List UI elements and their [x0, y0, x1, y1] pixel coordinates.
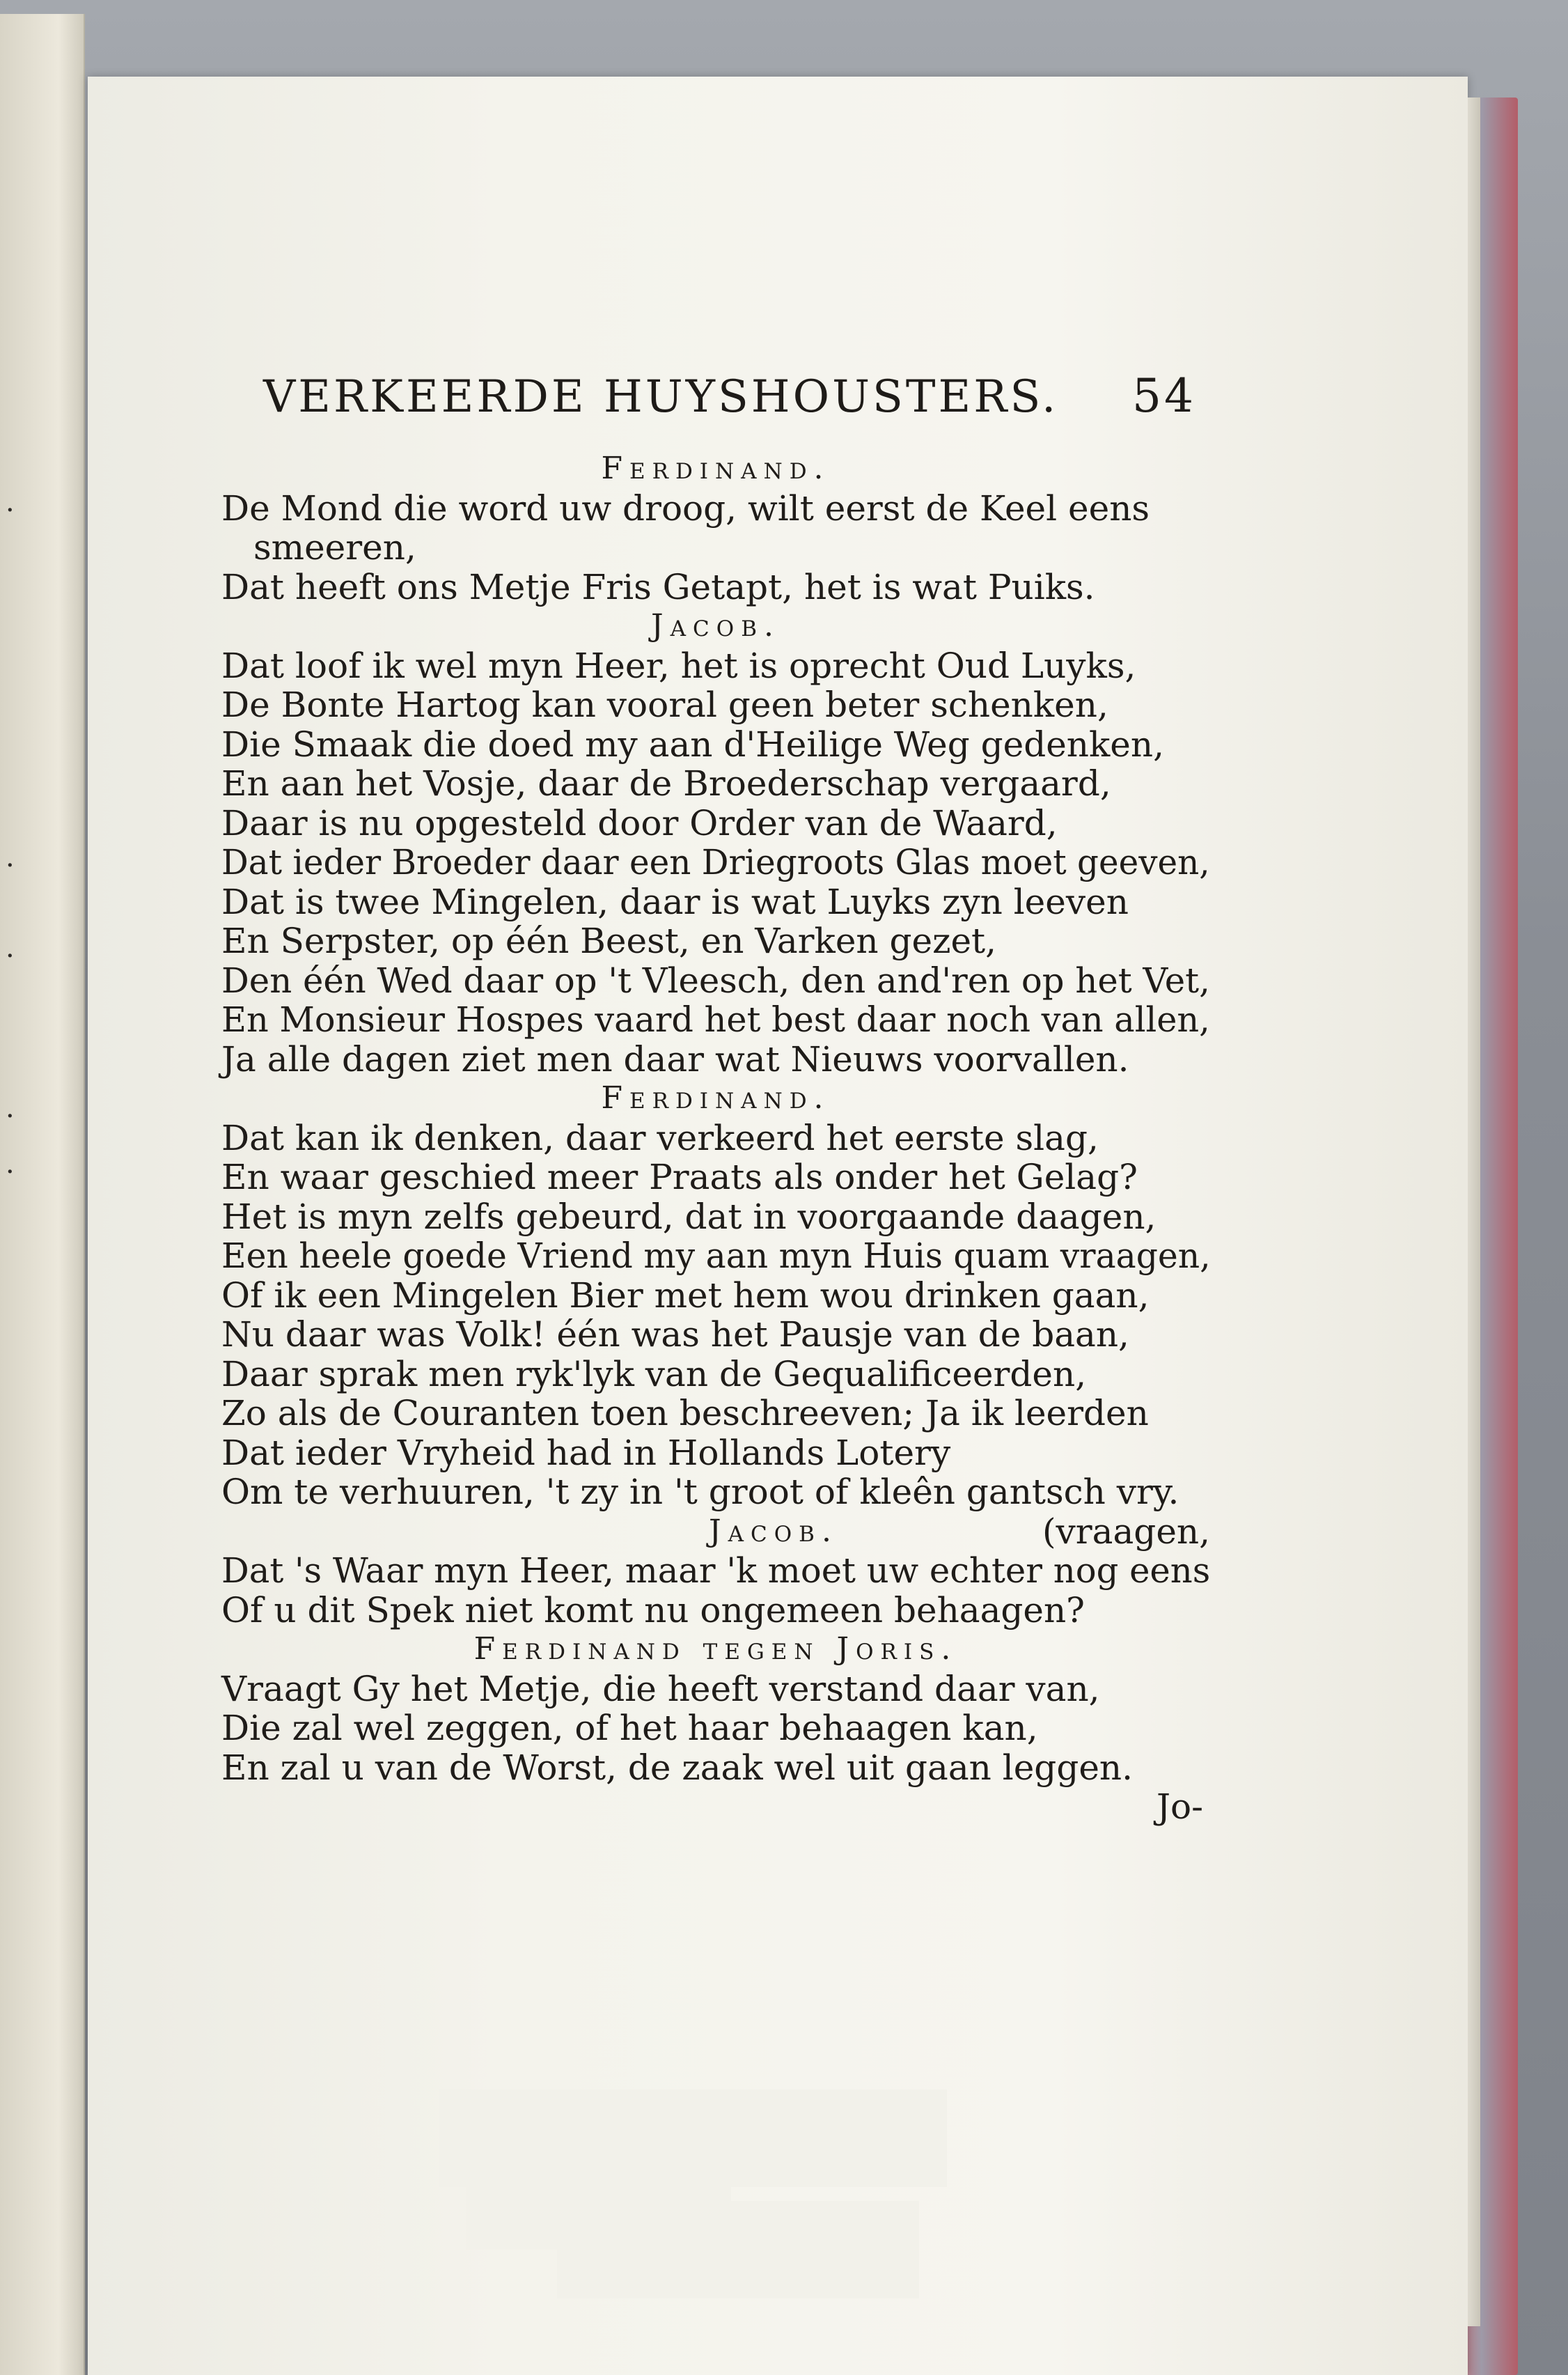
verse-line: Zo als de Couranten toen beschreeven; Ja ik leerden	[221, 1393, 1149, 1433]
speaker-heading: Ferdinand.	[601, 1080, 831, 1116]
facing-mark: ·	[6, 1156, 15, 1188]
verse-line: Die Smaak die doed my aan d'Heilige Weg gedenken,	[221, 724, 1164, 765]
speaker-heading: Jacob.	[709, 1513, 838, 1549]
verse-line: Dat is twee Mingelen, daar is wat Luyks zyn leeven	[221, 881, 1129, 922]
verse-line: Dat 's Waar myn Heer, maar 'k moet uw echter nog eens	[221, 1550, 1211, 1591]
verse-line: smeeren,	[253, 527, 416, 568]
verse-line: Of u dit Spek niet komt nu ongemeen behaagen?	[221, 1589, 1085, 1630]
verse-line: Of ik een Mingelen Bier met hem wou drinken gaan,	[221, 1275, 1150, 1316]
facing-mark: ·	[6, 495, 15, 527]
verse-line: Een heele goede Vriend my aan myn Huis quam vraagen,	[221, 1236, 1211, 1276]
catchword: Jo-	[1156, 1786, 1203, 1827]
page-number: 54	[1132, 369, 1196, 423]
verse-line: Dat heeft ons Metje Fris Getapt, het is wat Puiks.	[221, 566, 1095, 607]
verse-line: Het is myn zelfs gebeurd, dat in voorgaande daagen,	[221, 1196, 1157, 1237]
verse-line: Om te verhuuren, 't zy in 't groot of kleên gantsch vry.	[221, 1472, 1179, 1512]
verse-line: Dat loof ik wel myn Heer, het is oprecht Oud Luyks,	[221, 645, 1136, 686]
verse-line: Vraagt Gy het Metje, die heeft verstand daar van,	[221, 1668, 1100, 1709]
verse-text	[221, 449, 1210, 1827]
verse-line: Den één Wed daar op 't Vleesch, den and'ren op het Vet,	[221, 960, 1210, 1001]
paper-patch	[557, 2201, 919, 2298]
page-edge	[1468, 98, 1480, 2326]
verse-line: Dat ieder Broeder daar een Driegroots Glas moet geeven,	[221, 842, 1210, 882]
verse-line: En Serpster, op één Beest, en Varken gezet,	[221, 921, 997, 961]
facing-mark: ·	[6, 1100, 15, 1132]
running-title: VERKEERDE HUYSHOUSTERS.	[263, 371, 1059, 423]
speaker-heading: Ferdinand tegen Joris.	[473, 1631, 958, 1667]
facing-page-edge	[0, 14, 85, 2375]
running-head	[263, 369, 1196, 423]
verse-line: Daar is nu opgesteld door Order van de Waard,	[221, 802, 1058, 843]
verse-line: Dat kan ik denken, daar verkeerd het eerste slag,	[221, 1117, 1099, 1158]
verse-line: Dat ieder Vryheid had in Hollands Lotery	[221, 1432, 951, 1473]
verse-line: En aan het Vosje, daar de Broederschap vergaard,	[221, 763, 1111, 804]
verse-line: Ja alle dagen ziet men daar wat Nieuws voorvallen.	[221, 1038, 1129, 1080]
facing-mark: ·	[6, 940, 15, 972]
speaker-heading-with-runover	[221, 1512, 1210, 1552]
speaker-heading: Ferdinand.	[601, 451, 831, 486]
paper-patch	[439, 2089, 947, 2187]
verse-line: Die zal wel zeggen, of het haar behaagen kan,	[221, 1708, 1038, 1748]
speaker-heading: Jacob.	[651, 608, 781, 644]
verse-line: Nu daar was Volk! één was het Pausje van de baan,	[221, 1314, 1129, 1355]
facing-page-marks	[6, 14, 33, 2375]
facing-mark: ·	[6, 850, 15, 882]
verse-line: En zal u van de Worst, de zaak wel uit gaan leggen.	[221, 1747, 1134, 1788]
verse-line: Daar sprak men ryk'lyk van de Gequalificeerden,	[221, 1353, 1087, 1394]
verse-runover: (vraagen,	[1042, 1511, 1210, 1552]
verse-line: De Bonte Hartog kan vooral geen beter schenken,	[221, 685, 1108, 725]
verse-line: En waar geschied meer Praats als onder het Gelag?	[221, 1157, 1138, 1197]
book-page	[88, 77, 1468, 2375]
verse-line: De Mond die word uw droog, wilt eerst de Keel eens	[221, 488, 1150, 529]
verse-line: En Monsieur Hospes vaard het best daar noch van allen,	[221, 999, 1210, 1040]
